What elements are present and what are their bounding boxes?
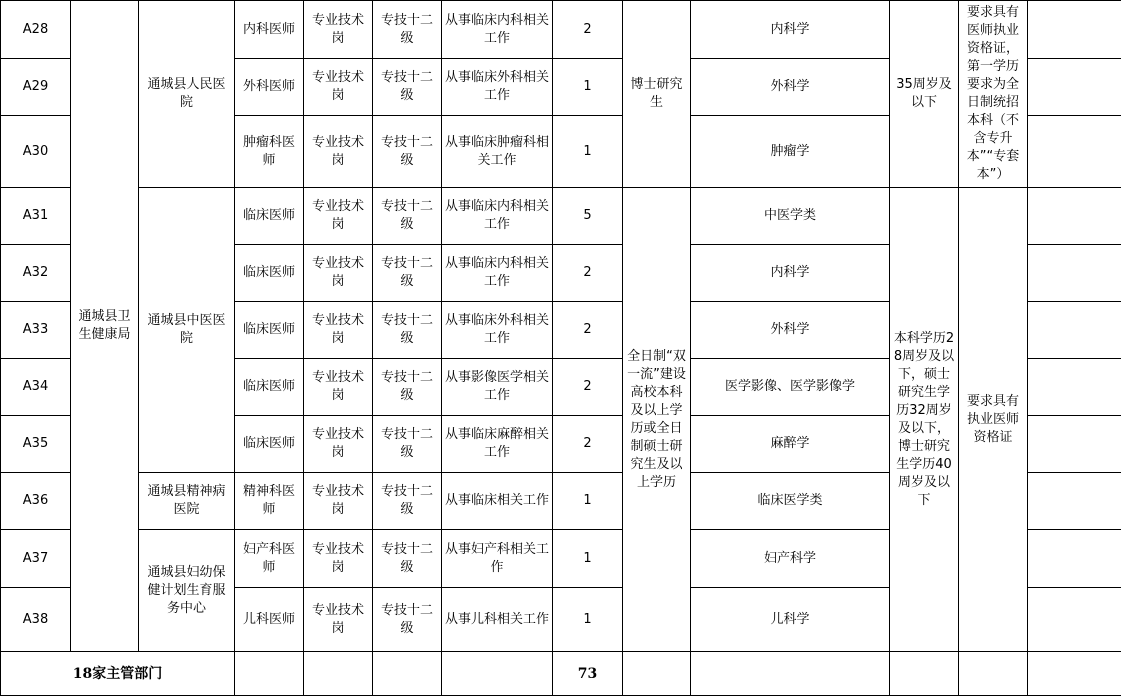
duty-cell: 从事临床内科相关工作 (442, 188, 553, 245)
category-cell: 专业技术岗 (304, 1, 373, 59)
row-id-cell: A31 (1, 188, 71, 245)
major-cell: 医学影像、医学影像学 (691, 359, 890, 416)
position-cell: 临床医师 (235, 245, 304, 302)
category-cell: 专业技术岗 (304, 302, 373, 359)
row-id-cell: A36 (1, 473, 71, 530)
duty-cell: 从事妇产科相关工作 (442, 530, 553, 588)
major-cell: 外科学 (691, 302, 890, 359)
count-cell: 2 (553, 1, 623, 59)
count-cell: 5 (553, 188, 623, 245)
major-cell: 内科学 (691, 1, 890, 59)
duty-cell: 从事临床内科相关工作 (442, 245, 553, 302)
remark-cell (1028, 245, 1121, 302)
age-cell: 35周岁及以下 (890, 1, 959, 188)
duty-cell: 从事儿科相关工作 (442, 588, 553, 652)
grade-cell: 专技十二级 (373, 530, 442, 588)
grade-cell: 专技十二级 (373, 473, 442, 530)
count-cell: 1 (553, 530, 623, 588)
unit-cell: 通城县人民医院 (139, 1, 235, 188)
remark-cell (1028, 188, 1121, 245)
row-id-cell: A29 (1, 59, 71, 116)
position-cell: 临床医师 (235, 359, 304, 416)
category-cell: 专业技术岗 (304, 588, 373, 652)
row-id-cell: A30 (1, 116, 71, 188)
major-cell: 肿瘤学 (691, 116, 890, 188)
major-cell: 妇产科学 (691, 530, 890, 588)
grade-cell: 专技十二级 (373, 116, 442, 188)
other-requirement-cell: 要求具有执业医师资格证 (959, 188, 1028, 652)
table-row (1, 188, 1121, 245)
position-cell: 妇产科医师 (235, 530, 304, 588)
grade-cell: 专技十二级 (373, 588, 442, 652)
footer-label: 18家主管部门 (1, 652, 235, 696)
category-cell: 专业技术岗 (304, 188, 373, 245)
major-cell: 中医学类 (691, 188, 890, 245)
footer-empty-cell (1028, 652, 1121, 696)
count-cell: 2 (553, 416, 623, 473)
position-cell: 肿瘤科医师 (235, 116, 304, 188)
remark-cell (1028, 302, 1121, 359)
duty-cell: 从事影像医学相关工作 (442, 359, 553, 416)
footer-empty-cell (235, 652, 304, 696)
remark-cell (1028, 59, 1121, 116)
footer-empty-cell (442, 652, 553, 696)
remark-cell (1028, 1, 1121, 59)
major-cell: 临床医学类 (691, 473, 890, 530)
table-row (1, 1, 1121, 59)
age-cell: 本科学历28周岁及以下，硕士研究生学历32周岁及以下，博士研究生学历40周岁及以下 (890, 188, 959, 652)
major-cell: 内科学 (691, 245, 890, 302)
footer-empty-cell (304, 652, 373, 696)
count-cell: 2 (553, 302, 623, 359)
unit-cell: 通城县中医医院 (139, 188, 235, 473)
count-cell: 1 (553, 588, 623, 652)
category-cell: 专业技术岗 (304, 416, 373, 473)
category-cell: 专业技术岗 (304, 473, 373, 530)
category-cell: 专业技术岗 (304, 59, 373, 116)
other-requirement-cell: 要求具有医师执业资格证，第一学历要求为全日制统招本科（不含专升本”“专套本”） (959, 1, 1028, 188)
row-id-cell: A38 (1, 588, 71, 652)
duty-cell: 从事临床内科相关工作 (442, 1, 553, 59)
footer-empty-cell (623, 652, 691, 696)
duty-cell: 从事临床外科相关工作 (442, 302, 553, 359)
count-cell: 1 (553, 473, 623, 530)
unit-cell: 通城县妇幼保健计划生育服务中心 (139, 530, 235, 652)
position-cell: 外科医师 (235, 59, 304, 116)
grade-cell: 专技十二级 (373, 359, 442, 416)
row-id-cell: A35 (1, 416, 71, 473)
grade-cell: 专技十二级 (373, 416, 442, 473)
dept-cell: 通城县卫生健康局 (71, 1, 139, 652)
count-cell: 1 (553, 59, 623, 116)
row-id-cell: A33 (1, 302, 71, 359)
position-cell: 精神科医师 (235, 473, 304, 530)
position-cell: 临床医师 (235, 416, 304, 473)
duty-cell: 从事临床外科相关工作 (442, 59, 553, 116)
remark-cell (1028, 473, 1121, 530)
position-cell: 临床医师 (235, 302, 304, 359)
footer-empty-cell (890, 652, 959, 696)
remark-cell (1028, 116, 1121, 188)
footer-total: 73 (553, 652, 623, 696)
row-id-cell: A34 (1, 359, 71, 416)
remark-cell (1028, 359, 1121, 416)
grade-cell: 专技十二级 (373, 245, 442, 302)
category-cell: 专业技术岗 (304, 359, 373, 416)
position-cell: 临床医师 (235, 188, 304, 245)
footer-empty-cell (691, 652, 890, 696)
grade-cell: 专技十二级 (373, 59, 442, 116)
major-cell: 儿科学 (691, 588, 890, 652)
remark-cell (1028, 416, 1121, 473)
remark-cell (1028, 588, 1121, 652)
duty-cell: 从事临床肿瘤科相关工作 (442, 116, 553, 188)
footer-empty-cell (959, 652, 1028, 696)
duty-cell: 从事临床相关工作 (442, 473, 553, 530)
row-id-cell: A28 (1, 1, 71, 59)
unit-cell: 通城县精神病医院 (139, 473, 235, 530)
remark-cell (1028, 530, 1121, 588)
footer-empty-cell (373, 652, 442, 696)
major-cell: 外科学 (691, 59, 890, 116)
count-cell: 2 (553, 359, 623, 416)
footer-row (1, 652, 1121, 696)
grade-cell: 专技十二级 (373, 1, 442, 59)
category-cell: 专业技术岗 (304, 245, 373, 302)
education-cell: 博士研究生 (623, 1, 691, 188)
major-cell: 麻醉学 (691, 416, 890, 473)
position-cell: 内科医师 (235, 1, 304, 59)
grade-cell: 专技十二级 (373, 188, 442, 245)
category-cell: 专业技术岗 (304, 116, 373, 188)
education-cell: 全日制“双一流”建设高校本科及以上学历或全日制硕士研究生及以上学历 (623, 188, 691, 652)
row-id-cell: A32 (1, 245, 71, 302)
position-cell: 儿科医师 (235, 588, 304, 652)
count-cell: 2 (553, 245, 623, 302)
row-id-cell: A37 (1, 530, 71, 588)
grade-cell: 专技十二级 (373, 302, 442, 359)
category-cell: 专业技术岗 (304, 530, 373, 588)
count-cell: 1 (553, 116, 623, 188)
duty-cell: 从事临床麻醉相关工作 (442, 416, 553, 473)
